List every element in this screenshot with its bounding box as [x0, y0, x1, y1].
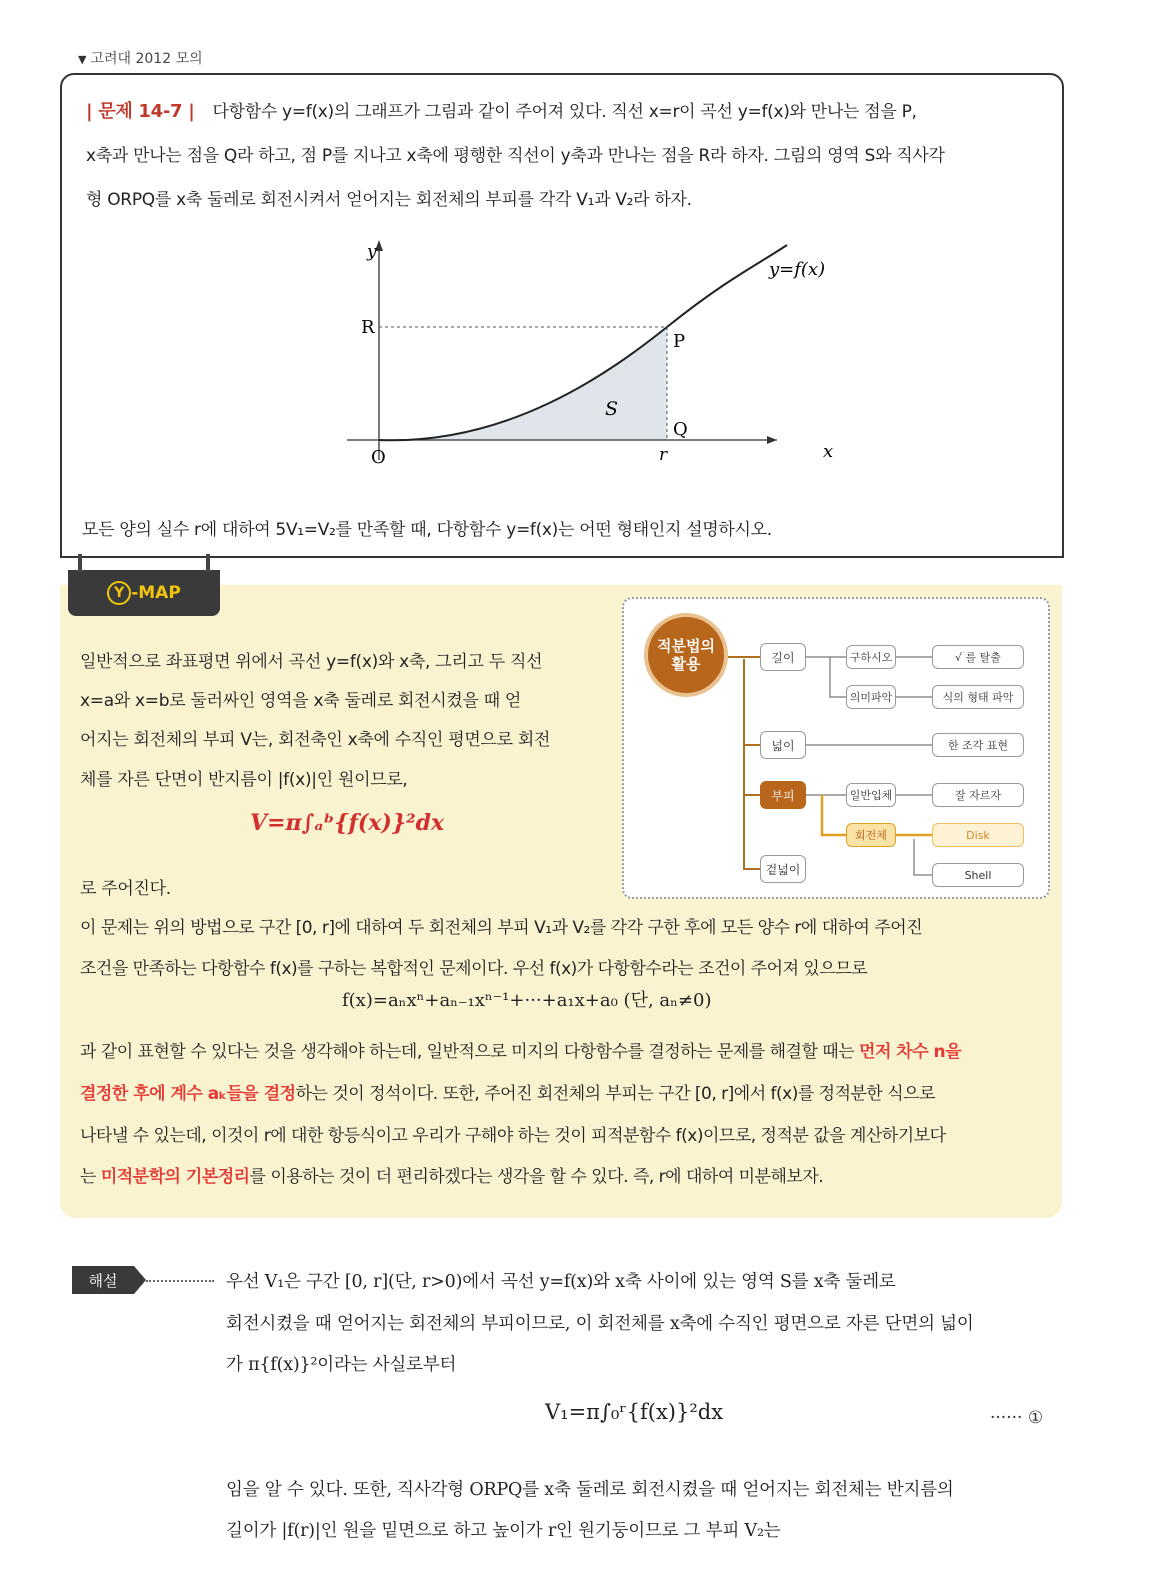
- mm-find: 구하시오: [846, 645, 896, 669]
- solution-line-1: 우선 V₁은 구간 [0, r](단, r>0)에서 곡선 y=f(x)와 x축 사이에 있는 영역 S를 x축 둘레로: [226, 1272, 896, 1292]
- map-line-11: [80, 1162, 823, 1187]
- page-header: [78, 48, 203, 68]
- mm-disk: Disk: [932, 823, 1024, 847]
- mm-cut: 잘 자르자: [932, 783, 1024, 807]
- map-line-9: [80, 1079, 935, 1104]
- region-s: [379, 327, 667, 440]
- problem-bottom-line: 모든 양의 실수 r에 대하여 5V₁=V₂를 만족할 때, 다항함수 y=f(x)는 어떤 형태인지 설명하시오.: [82, 520, 772, 540]
- map-panel: [60, 585, 1062, 1218]
- label-x: x: [823, 441, 834, 462]
- mm-area: 넓이: [760, 731, 806, 759]
- mm-shell: Shell: [932, 863, 1024, 887]
- map-line-11c: 를 이용하는 것이 더 편리하겠다는 생각을 할 수 있다. 즉, r에 대하여 미분해보자.: [249, 1167, 824, 1187]
- tab-pin-left: [78, 554, 82, 572]
- label-s: S: [605, 398, 619, 420]
- polynomial-formula: f(x)=aₙxⁿ+aₙ₋₁xⁿ⁻¹+···+a₁x+a₀ (단, aₙ≠0): [342, 990, 712, 1011]
- problem-figure: [347, 235, 867, 475]
- problem-line-1: [86, 97, 917, 123]
- map-line-8: [80, 1037, 961, 1062]
- solution-line-5: 길이가 |f(r)|인 원을 밑면으로 하고 높이가 r인 원기둥이므로 그 부피 V₂는: [226, 1521, 781, 1541]
- mm-volume: 부피: [760, 781, 806, 809]
- label-p: P: [673, 331, 686, 352]
- map-line-2: x=a와 x=b로 둘러싸인 영역을 x축 둘레로 회전시켰을 때 얻: [80, 691, 522, 711]
- problem-number: | 문제 14-7 |: [86, 101, 195, 122]
- map-tab: [68, 570, 220, 616]
- map-line-9b: 하는 것이 정석이다. 또한, 주어진 회전체의 부피는 구간 [0, r]에서 f(x)를 정적분한 식으로: [295, 1084, 936, 1104]
- volume-formula: V=π∫ₐᵇ{f(x)}²dx: [250, 810, 445, 836]
- mm-general: 일반입체: [846, 783, 896, 807]
- map-line-1: 일반적으로 좌표평면 위에서 곡선 y=f(x)와 x축, 그리고 두 직선: [80, 652, 543, 672]
- label-curve: y=f(x): [769, 259, 826, 280]
- y-circle-icon: Y: [107, 581, 131, 605]
- mm-meaning: 의미파악: [846, 685, 896, 709]
- map-line-9a: 결정한 후에 계수 aₖ들을 결정: [80, 1084, 296, 1104]
- solution-dotted-leader: [146, 1280, 214, 1282]
- map-line-3: 어지는 회전체의 부피 V는, 회전축인 x축에 수직인 평면으로 회전: [80, 730, 551, 750]
- problem-box: [60, 73, 1064, 558]
- label-r-point: R: [361, 317, 375, 338]
- v1-formula: V₁=π∫₀ʳ{f(x)}²dx: [545, 1400, 724, 1424]
- header-label: 고려대 2012 모의: [90, 51, 203, 67]
- v1-formula-tag: ······ ①: [990, 1408, 1044, 1428]
- mm-length: 길이: [760, 643, 806, 671]
- mm-piece: 한 조각 표현: [932, 733, 1024, 757]
- solution-line-2: 회전시켰을 때 얻어지는 회전체의 부피이므로, 이 회전체를 x축에 수직인 평면으로 자른 단면의 넓이: [226, 1314, 974, 1334]
- map-line-10: 나타낼 수 있는데, 이것이 r에 대한 항등식이고 우리가 구해야 하는 것이 피적분함수 f(x)이므로, 정적분 값을 계산하기보다: [80, 1126, 946, 1146]
- problem-line-3: 형 ORPQ를 x축 둘레로 회전시켜서 얻어지는 회전체의 부피를 각각 V₁과 V₂라 하자.: [86, 190, 692, 210]
- problem-text-1: 다항함수 y=f(x)의 그래프가 그림과 같이 주어져 있다. 직선 x=r이 곡선 y=f(x)와 만나는 점을 P,: [212, 102, 917, 122]
- x-axis-arrow: [767, 436, 777, 444]
- mm-form: 식의 형태 파악: [932, 685, 1024, 709]
- label-o: O: [371, 447, 386, 468]
- map-line-11a: 는: [80, 1167, 101, 1187]
- solution-tag: 해설: [72, 1266, 134, 1294]
- mindmap: [622, 597, 1050, 899]
- solution-line-3: 가 π{f(x)}²이라는 사실로부터: [226, 1355, 457, 1375]
- map-line-8b: 먼저 차수 n을: [859, 1042, 962, 1062]
- problem-line-2: x축과 만나는 점을 Q라 하고, 점 P를 지나고 x축에 평행한 직선이 y축과 만나는 점을 R라 하자. 그림의 영역 S와 직사각: [86, 146, 945, 166]
- triangle-down-icon: ▼: [78, 53, 87, 66]
- mindmap-root: 적분법의 활용: [644, 613, 728, 697]
- label-r-value: r: [659, 445, 668, 465]
- map-line-11b: 미적분학의 기본정리: [100, 1167, 250, 1187]
- map-line-4: 체를 자른 단면이 반지름이 |f(x)|인 원이므로,: [80, 770, 408, 790]
- label-y: y: [367, 242, 377, 262]
- mm-rotation: 회전체: [846, 823, 896, 847]
- solution-line-4: 임을 알 수 있다. 또한, 직사각형 ORPQ를 x축 둘레로 회전시켰을 때 얻어지는 회전체는 반지름의: [226, 1480, 954, 1500]
- map-line-7: 조건을 만족하는 다항함수 f(x)를 구하는 복합적인 문제이다. 우선 f(x)가 다항함수라는 조건이 주어져 있으므로: [80, 959, 868, 979]
- mm-sqrt: √ 를 탈출: [932, 645, 1024, 669]
- map-tab-label: -MAP: [131, 583, 181, 603]
- tab-pin-right: [206, 554, 210, 572]
- map-line-5: 로 주어진다.: [80, 879, 171, 899]
- map-line-6: 이 문제는 위의 방법으로 구간 [0, r]에 대하여 두 회전체의 부피 V₁과 V₂를 각각 구한 후에 모든 양수 r에 대하여 주어진: [80, 918, 923, 938]
- mm-surface: 겉넓이: [760, 855, 806, 883]
- map-line-8a: 과 같이 표현할 수 있다는 것을 생각해야 하는데, 일반적으로 미지의 다항함수를 결정하는 문제를 해결할 때는: [80, 1042, 860, 1062]
- label-q: Q: [673, 419, 688, 440]
